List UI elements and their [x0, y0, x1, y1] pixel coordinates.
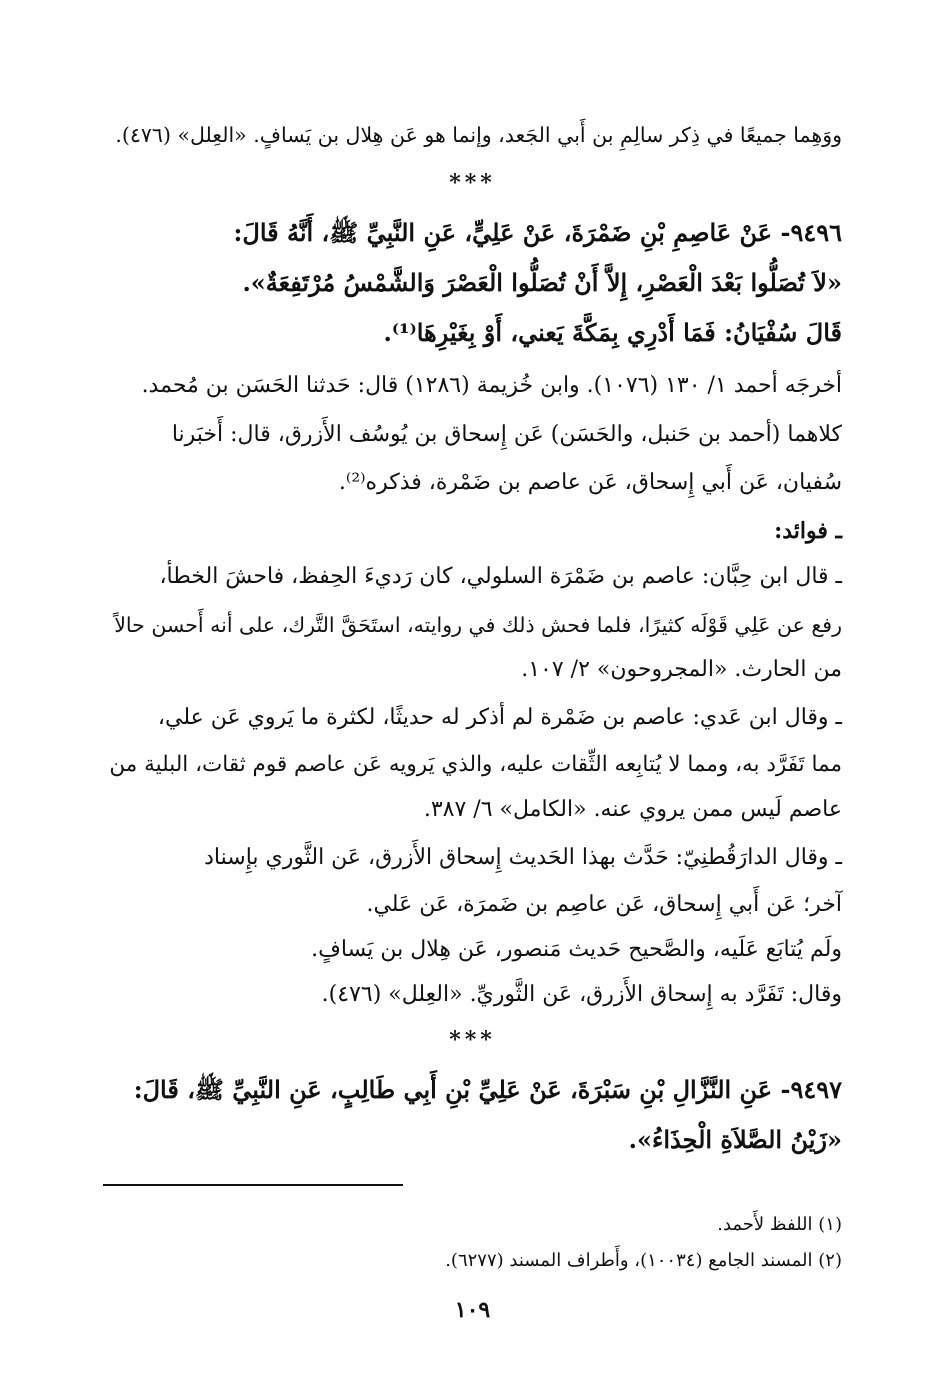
- body-line: أخرجَه أحمد ١/ ١٣٠ (١٠٧٦). وابن خُزيمة (١٢٨٦) قال: حَدثنا الحَسَن بن مُحمد.: [141, 373, 842, 398]
- hadith-heading-9496: ٩٤٩٦- عَنْ عَاصِمِ بْنِ ضَمْرَةَ، عَنْ عَلِيٍّ، عَنِ النَّبِيِّ ﷺ، أَنَّهُ قَالَ:: [233, 218, 842, 247]
- footnote-2: (٢) المسند الجامع (١٠٠٣٤)، وأَطراف المسند (٦٢٧٧).: [445, 1250, 842, 1271]
- body-line: من الحارث. «المجروحون» ٢/ ١٠٧.: [521, 657, 842, 682]
- section-heading-fawaid: ـ فوائد:: [774, 518, 842, 544]
- page-number: ١٠٩: [454, 1297, 491, 1323]
- section-separator: ***: [449, 1027, 496, 1053]
- body-line: سُفيان، عَن أَبي إِسحاق، عَن عاصم بن ضَمْرة، فذكره⁽²⁾.: [338, 470, 842, 495]
- hadith-text: «لاَ تُصَلُّوا بَعْدَ الْعَصْرِ، إِلاَّ أَنْ تُصَلُّوا الْعَصْرَ وَالشَّمْسُ مُرْتَفِعَةٌ».: [242, 268, 842, 297]
- body-line: ـ وقال الدارَقُطنِيّ: حَدَّث بهذا الحَديث إِسحاق الأَزرق، عَن الثَّوري بإِسناد: [204, 845, 842, 870]
- footnote-rule: [103, 1184, 403, 1186]
- body-line: ولَم يُتابَع عَلَيه، والصَّحيح حَديث مَنصور، عَن هِلال بن يَسافٍ.: [311, 937, 842, 962]
- body-line: ـ وقال ابن عَدي: عاصم بن ضَمْرة لم أذكر له حديثًا، لكثرة ما يَروي عَن علي،: [157, 705, 842, 730]
- body-line: رفع عن عَلِي قَوْلَه كثيرًا، فلما فحش ذلك في روايته، استَحَقَّ التَّرك، على أنه أَحسن حالاً: [114, 613, 842, 637]
- section-separator: ***: [449, 170, 496, 196]
- hadith-text: «زَيْنُ الصَّلاَةِ الْحِذَاءُ».: [628, 1125, 842, 1154]
- body-line: وقال: تَفَرَّد به إِسحاق الأَزرق، عَن الثَّوريِّ. «العِلل» (٤٧٦).: [321, 982, 842, 1007]
- body-line: مما تَفَرَّد به، ومما لا يُتابِعه الثِّقات عليه، والذي يَرويه عَن عاصم قوم ثقات، البلية من: [109, 752, 842, 777]
- body-line: ووَهِما جميعًا في ذِكر سالِمِ بن أَبي الجَعد، وإنما هو عَن هِلال بن يَسافٍ. «العِلل» (٤٧٦).: [115, 123, 842, 147]
- hadith-text: قَالَ سُفْيَانُ: فَمَا أَدْرِي بِمَكَّةَ يَعني، أَوْ بِغَيْرِهَا⁽¹⁾.: [383, 318, 842, 347]
- footnote-1: (١) اللفظ لأَحمد.: [717, 1214, 842, 1235]
- body-line: عاصم لَيس ممن يروي عنه. «الكامل» ٦/ ٣٨٧.: [423, 797, 842, 822]
- body-line: ـ قال ابن حِبَّان: عاصم بن ضَمْرَة السلولي، كان رَديءَ الحِفظ، فاحشَ الخطأ،: [159, 564, 842, 589]
- body-line: آخر؛ عَن أَبي إِسحاق، عَن عاصِم بن ضَمرَة، عَن عَلي.: [366, 892, 842, 917]
- body-line: كلاهما (أحمد بن حَنبل، والحَسَن) عَن إِسحاق بن يُوسُف الأَزرق، قال: أَخبَرنا: [171, 422, 842, 447]
- hadith-heading-9497: ٩٤٩٧- عَنِ النَّزَّالِ بْنِ سَبْرَةَ، عَنْ عَلِيِّ بْنِ أَبِي طَالِبٍ، عَنِ النَّبِيِّ ﷺ، قَالَ:: [133, 1075, 842, 1104]
